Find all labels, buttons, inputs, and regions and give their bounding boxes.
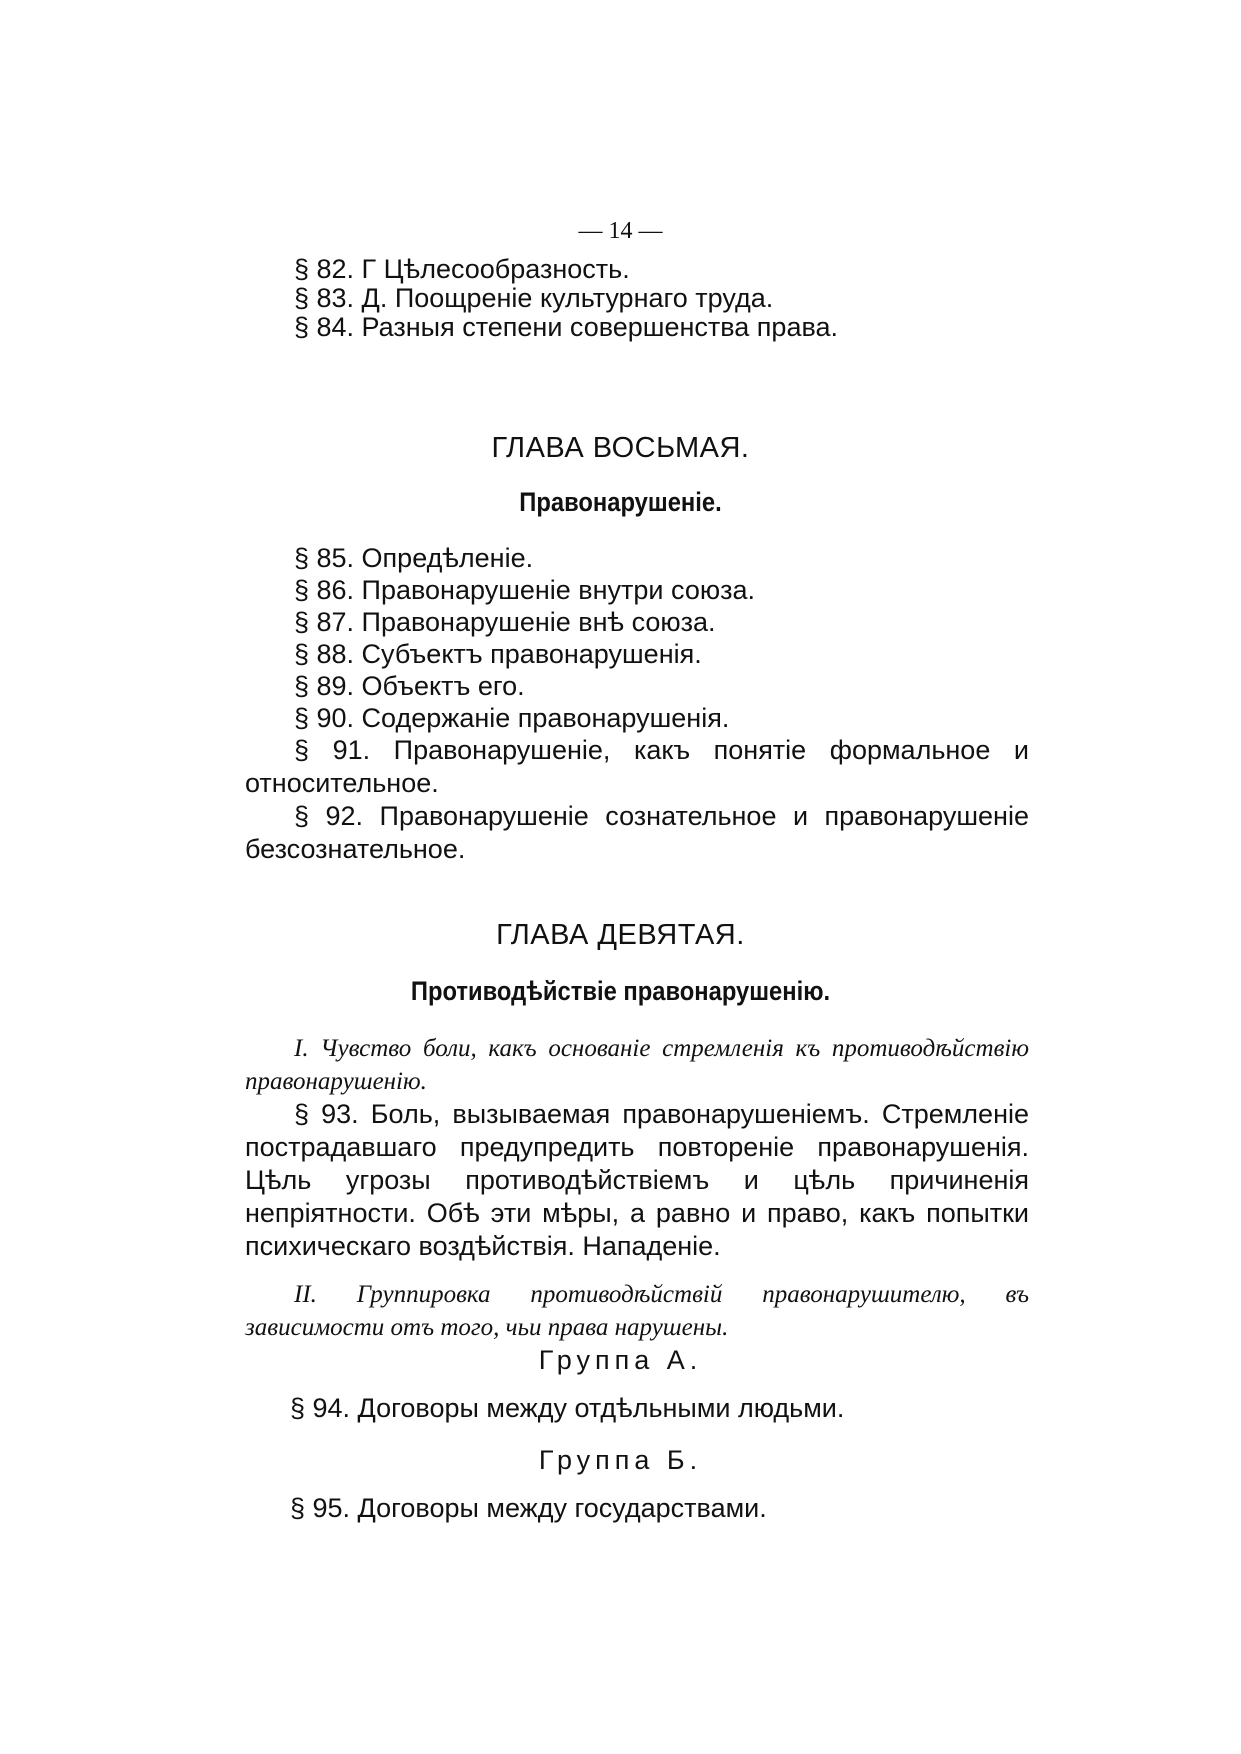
- toc-paragraph-93: § 93. Боль, вызываемая правонарушеніемъ. Стремленіе пострадавшаго предупредить повтореніе правонарушенія. Цѣль угрозы противодѣйствіемъ и цѣль причиненія непріятности. Обѣ эти мѣры, а равно и право, какъ попытки психическаго воздѣйствія. Нападеніе.: [245, 1099, 1029, 1261]
- toc-entry-90: § 90. Содержаніе правонарушенія.: [294, 703, 730, 733]
- chapter-8-title: ГЛАВА ВОСЬМАЯ.: [491, 432, 750, 464]
- toc-entry-95: § 95. Договоры между государствами.: [290, 1493, 767, 1523]
- toc-entry-86: § 86. Правонарушеніе внутри союза.: [294, 575, 755, 605]
- toc-entry-87: § 87. Правонарушеніе внѣ союза.: [294, 607, 716, 637]
- group-b-title: Группа Б.: [538, 1445, 703, 1475]
- toc-entry-94: § 94. Договоры между отдѣльными людьми.: [290, 1393, 845, 1423]
- toc-entry-82: § 82. Г Цѣлесообразность.: [294, 254, 630, 284]
- chapter-8-subtitle: Правонарушеніе.: [519, 487, 722, 517]
- toc-paragraph-91: § 91. Правонарушеніе, какъ понятіе формальное и относительное.: [245, 735, 1029, 798]
- toc-entry-88: § 88. Субъектъ правонарушенія.: [294, 639, 702, 669]
- chapter-9-subtitle: Противодѣйствіе правонарушенію.: [410, 976, 831, 1006]
- section-2-heading: II. Группировка противодѣйствій правонарушителю, въ зависимости отъ того, чьи права нарушены.: [245, 1281, 1029, 1341]
- toc-entry-83: § 83. Д. Поощреніе культурнаго труда.: [294, 283, 774, 313]
- group-a-title: Группа А.: [538, 1345, 703, 1375]
- toc-entry-84: § 84. Разныя степени совершенства права.: [294, 312, 839, 342]
- section-1-heading: I. Чувство боли, какъ основаніе стремленія къ противодѣйствію правонарушенію.: [245, 1035, 1029, 1095]
- page-number: — 14 —: [578, 218, 663, 244]
- chapter-9-title: ГЛАВА ДЕВЯТАЯ.: [496, 919, 745, 951]
- toc-entry-85: § 85. Опредѣленіе.: [294, 543, 534, 573]
- toc-entry-89: § 89. Объектъ его.: [294, 671, 525, 701]
- toc-paragraph-92: § 92. Правонарушеніе сознательное и правонарушеніе безсознательное.: [245, 801, 1029, 864]
